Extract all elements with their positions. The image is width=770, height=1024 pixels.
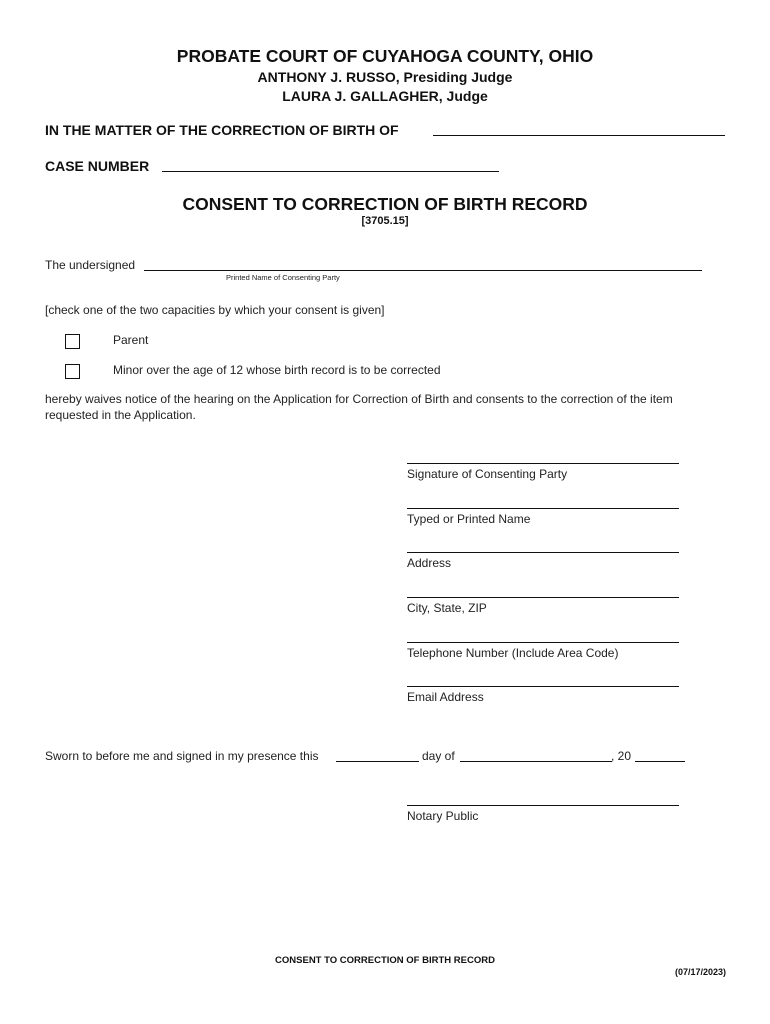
- telephone-line[interactable]: [407, 642, 679, 643]
- address-line[interactable]: [407, 552, 679, 553]
- parent-option-label: Parent: [113, 333, 149, 347]
- capacity-instruction: [check one of the two capacities by which your consent is given]: [45, 303, 385, 317]
- matter-input-line[interactable]: [433, 135, 725, 136]
- notary-signature-line[interactable]: [407, 805, 679, 806]
- email-label: Email Address: [407, 690, 484, 704]
- sworn-year-line[interactable]: [635, 761, 685, 762]
- minor-checkbox[interactable]: [65, 364, 80, 379]
- printed-name-label: Typed or Printed Name: [407, 512, 531, 526]
- case-number-label: CASE NUMBER: [45, 158, 150, 174]
- signature-line[interactable]: [407, 463, 679, 464]
- sworn-day-line[interactable]: [336, 761, 419, 762]
- waiver-text-line-2: requested in the Application.: [45, 408, 196, 422]
- minor-option-label: Minor over the age of 12 whose birth record is to be corrected: [113, 363, 441, 377]
- matter-label: IN THE MATTER OF THE CORRECTION OF BIRTH OF: [45, 122, 399, 138]
- parent-checkbox[interactable]: [65, 334, 80, 349]
- address-label: Address: [407, 556, 452, 570]
- undersigned-caption: Printed Name of Consenting Party: [226, 273, 340, 282]
- waiver-text-line-1: hereby waives notice of the hearing on the Application for Correction of Birth and consents to the correction of the item: [45, 392, 673, 406]
- undersigned-label: The undersigned: [45, 258, 136, 272]
- footer-title: CONSENT TO CORRECTION OF BIRTH RECORD: [275, 955, 495, 966]
- signature-label: Signature of Consenting Party: [407, 467, 568, 481]
- presiding-judge: ANTHONY J. RUSSO, Presiding Judge: [257, 69, 513, 85]
- sworn-year-prefix: , 20: [611, 749, 632, 763]
- notary-label: Notary Public: [407, 809, 479, 823]
- sworn-day-of-label: day of: [422, 749, 455, 763]
- footer-date: (07/17/2023): [674, 967, 726, 977]
- judge-name: LAURA J. GALLAGHER, Judge: [282, 88, 488, 104]
- statute-code: [3705.15]: [361, 215, 409, 227]
- undersigned-input-line[interactable]: [144, 270, 702, 271]
- city-state-zip-label: City, State, ZIP: [407, 601, 487, 615]
- email-line[interactable]: [407, 686, 679, 687]
- telephone-label: Telephone Number (Include Area Code): [407, 646, 619, 660]
- sworn-text: Sworn to before me and signed in my presence this: [45, 749, 319, 763]
- city-state-zip-line[interactable]: [407, 597, 679, 598]
- printed-name-line[interactable]: [407, 508, 679, 509]
- court-name: PROBATE COURT OF CUYAHOGA COUNTY, OHIO: [176, 46, 594, 66]
- case-number-input-line[interactable]: [162, 171, 499, 172]
- form-title: CONSENT TO CORRECTION OF BIRTH RECORD: [182, 194, 588, 214]
- sworn-month-line[interactable]: [460, 761, 612, 762]
